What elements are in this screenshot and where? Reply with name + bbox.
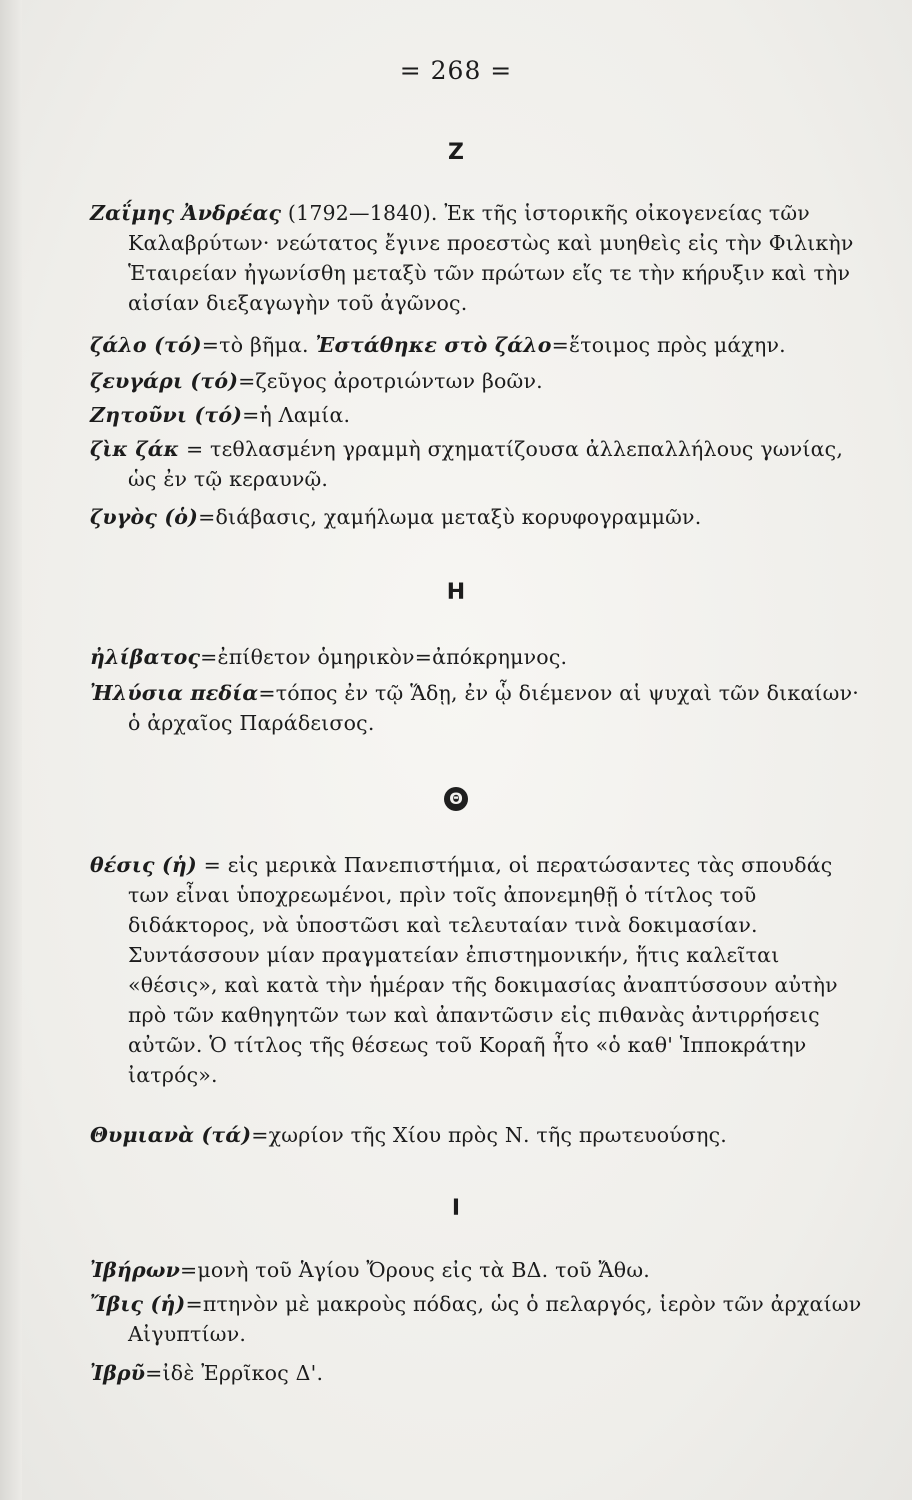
theta-letter-badge: Θ [444, 787, 468, 811]
entry-definition: =μονὴ τοῦ Ἁγίου Ὄρους εἰς τὰ ΒΔ. τοῦ Ἄθω. [180, 1258, 650, 1282]
entry-definition: =τόπος ἐν τῷ Ἅδῃ, ἐν ᾧ διέμενον αἱ ψυχαὶ τῶν δικαίων· ὁ ἀρχαῖος Παράδεισος. [128, 681, 859, 735]
entry-definition: =ἡ Λαμία. [242, 403, 351, 427]
entry-headword: ἠλίβατος [90, 645, 201, 669]
entry-thymiana [90, 1120, 868, 1150]
entry-definition: (1792—1840). Ἐκ τῆς ἱστορικῆς οἰκογενείας τῶν Καλαβρύτων· νεώτατος ἔγινε προεστὼς καὶ μυηθεὶς εἰς τὴν Φιλικὴν Ἑταιρείαν ἠγωνίσθη μεταξὺ τῶν πρώτων εἴς τε τὴν κήρυξιν καὶ τὴν αἰσίαν διεξαγωγὴν τοῦ ἀγῶνος. [128, 201, 854, 315]
entry-definition: = εἰς μερικὰ Πανεπιστήμια, οἱ περατώσαντες τὰς σπουδάς των εἶναι ὑποχρεωμένοι, πρὶν τοῖς ἀπονεμηθῇ ὁ τίτλος τοῦ διδάκτορος, νὰ ὑποστῶσι καὶ τελευταίαν τινὰ δοκιμασίαν. Συντάσσουν μίαν πραγματείαν ἐπιστημονικήν, ἥτις καλεῖται «θέσις», καὶ κατὰ τὴν ἡμέραν τῆς δοκιμασίας ἀναπτύσσουν αὐτὴν πρὸ τῶν καθηγητῶν των καὶ ἀπαντῶσιν εἰς πιθανὰς ἀντιρρήσεις αὐτῶν. Ὁ τίτλος τῆς θέσεως τοῦ Κοραῆ ἦτο «ὁ καθ' Ἱπποκράτην ἰατρός». [128, 853, 838, 1087]
entry-definition: =χωρίον τῆς Χίου πρὸς Ν. τῆς πρωτευούσης. [251, 1123, 727, 1147]
entry-zalo [90, 330, 868, 360]
entry-headword: Ζητοῦνι (τό) [90, 403, 243, 427]
entry-definition: =τὸ βῆμα. [201, 333, 316, 357]
entry-definition: =ἰδὲ Ἐρρῖκος Δ'. [145, 1361, 324, 1385]
section-header-eta: Η [446, 580, 466, 605]
entry-headword: ζυγὸς (ὁ) [90, 505, 199, 529]
section-header-iota: Ι [451, 1196, 461, 1221]
entry-zaimis [90, 198, 868, 318]
entry-ilysia-pedia [90, 678, 868, 738]
entry-headword: Ἴβις (ἡ) [90, 1292, 186, 1316]
entry-iviron [90, 1255, 868, 1285]
entry-definition: =ἐπίθετον ὁμηρικὸν=ἀπόκρημνος. [200, 645, 568, 669]
entry-headword: Θυμιανὰ (τά) [90, 1123, 252, 1147]
entry-headword: ζάλο (τό) [90, 333, 202, 357]
entry-zevgari [90, 366, 868, 396]
section-header-theta [0, 785, 912, 811]
entry-ivry [90, 1358, 868, 1388]
entry-definition: =διάβασις, χαμήλωμα μεταξὺ κορυφογραμμῶν. [198, 505, 702, 529]
entry-zitouni [90, 400, 868, 430]
entry-phrase-definition: =ἕτοιμος πρὸς μάχην. [551, 333, 786, 357]
section-header-zeta: Z [448, 140, 464, 165]
entry-zygos [90, 502, 868, 532]
entry-headword: Ἠλύσια πεδία [90, 681, 259, 705]
entry-ibis [90, 1289, 868, 1349]
entry-ilivatos [90, 642, 868, 672]
entry-headword: ζὶκ ζάκ [90, 437, 180, 461]
entry-definition: =πτηνὸν μὲ μακροὺς πόδας, ὡς ὁ πελαργός, ἱερὸν τῶν ἀρχαίων Αἰγυπτίων. [128, 1292, 862, 1346]
entry-definition: =ζεῦγος ἀροτριώντων βοῶν. [238, 369, 543, 393]
entry-headword: Ἰβρῦ [90, 1361, 146, 1385]
entry-headword: Ἰβήρων [90, 1258, 180, 1282]
entry-headword: Ζαΐμης Ἀνδρέας [90, 201, 282, 225]
page-number-value: 268 [430, 56, 482, 85]
entry-zigzag [90, 434, 868, 494]
entry-definition: = τεθλασμένη γραμμὴ σχηματίζουσα ἀλλεπαλλήλους γωνίας, ὡς ἐν τῷ κεραυνῷ. [128, 437, 844, 491]
entry-headword: θέσις (ἡ) [90, 853, 197, 877]
page-binding-edge [0, 0, 22, 1500]
page-number: = 268 = [399, 56, 513, 85]
entry-headword: ζευγάρι (τό) [90, 369, 239, 393]
entry-thesis [90, 850, 868, 1090]
entry-phrase: Ἐστάθηκε στὸ ζάλο [315, 333, 552, 357]
